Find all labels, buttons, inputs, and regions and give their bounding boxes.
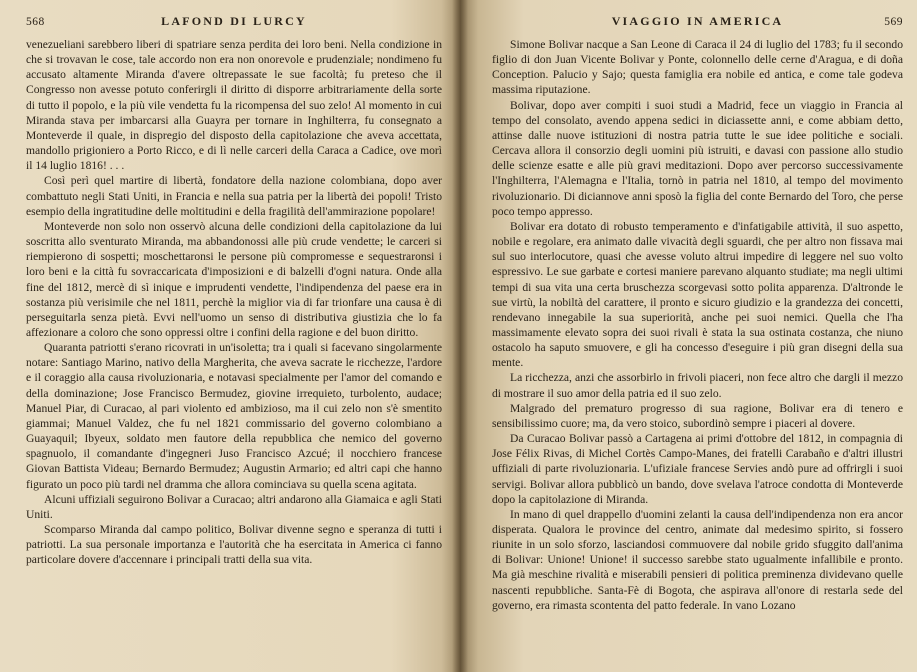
paragraph: Quaranta patriotti s'erano ricovrati in un'isoletta; tra i quali si facevano singolarmente notare: Santiago Marino, nativo della Margherita, che aveva sacrate le ricchezze, l'ardore e il coraggio alla causa rivoluzionaria, e notavasi specialmente per l'amor del comando e della dominazione; Jose Francisco Bermudez, giovine irrequieto, turbolento, audace; Manuel Piar, di Curacao, al pari violento ed ambizioso, ma il cui zelo non s'è smentito giammai; Manuel Valdez, che fu nel 1821 commissario del governo colombiano a Guayaquil; Ibyeux, soldato men fautore della repubblica che nemico del governo spagnuolo, il comandante d'ingegneri Juso Francisco Azcué; il nocchiero francese Giovan Battista Videau; Bernardo Bermudez; Augustin Armario; ed altri capi che hanno figurato un poco più tardi nel dramma che allora cominciava su quella scena agitata. — [26, 341, 442, 491]
paragraph: Scomparso Miranda dal campo politico, Bolivar divenne segno e speranza di tutti i patriotti. La sua personale importanza e l'autorità che ha esercitata in America ci fanno particolare dovere d'accennare i principali tratti della sua vita. — [26, 523, 442, 567]
left-page-header — [26, 14, 442, 29]
paragraph: In mano di quel drappello d'uomini zelanti la causa dell'indipendenza non era ancor disperata. Qualora le province del centro, animate dal medesimo spirito, si fossero riunite in un solo sforzo, lasciandosi commuovere dal nobile grido sfuggito dall'anima di Bolivar: Unione! Unione! il successo sarebbe stato ugualmente infallibile e pronto. Ma già meschine rivalità e miserabili pensieri di politica preminenza dividevano quelle nascenti repubbliche. Santa-Fè di Bogota, che aspirava all'onore di restarla sede del governo, era rimasta scontenta del patto federale. In vano Lozano — [492, 507, 903, 612]
right-page-body — [492, 37, 903, 613]
paragraph: Monteverde non solo non osservò alcuna delle condizioni della capitolazione da lui soscritta allo sventurato Miranda, ma abbandonossi alle più crude vendette; le carceri si riempierono di sospetti; moschettaronsi le persone più compromesse e sequestraronsi i loro beni e la città fu sovraccaricata d'imposizioni e di balzelli d'ogni natura. Onde alla fine del 1812, mercè di sì inique e imprudenti vendette, l'indipendenza del paese era in sostanza più verisimile che nel 1811, perchè la miglior via di far trionfare una causa è di perseguitarla senza pietà. Evvi nell'uomo un senso di distributiva giustizia che lo fa affezionare a coloro che sono oppressi oltre i confini della ragione e del buon diritto. — [26, 219, 442, 339]
paragraph: La ricchezza, anzi che assorbirlo in frivoli piaceri, non fece altro che dargli il mezzo di mostrare il suo amor della patria ed il suo zelo. — [492, 371, 903, 400]
paragraph: Così perì quel martire di libertà, fondatore della nazione colombiana, dopo aver combattuto negli Stati Uniti, in Francia e nella sua patria per la libertà dei popoli! Tristo esempio della ingratitudine delle moltitudini e della fragilità dell'ammirazione popolare! — [26, 174, 442, 218]
right-page-header — [492, 14, 903, 29]
right-page — [460, 0, 917, 672]
right-running-title: VIAGGIO IN AMERICA — [611, 14, 784, 28]
paragraph: Bolivar era dotato di robusto temperamento e d'infatigabile attività, il suo aspetto, nobile e regolare, era animato dalle vivacità degli sguardi, che per altro non fissava mai sul suo interlocutore, quasi che avesse voluto altrui impedire di leggere nel suo volto espressivo. Le sue garbate e cortesi maniere parevano alquanto studiate; ma negli ultimi tempi di sua vita una certa bruschezza scorgevasi sotto polita apparenza. D'altronde le sue virtù, la nobiltà del carattere, il pronto e sicuro giudizio e la grandezza dei concetti, rendevano innegabile la sua superiorità, anche pei suoi nemici. Quella che l'ha massimamente elevato sopra dei suoi rivali è stata la sua ostinata costanza, che niuno ostacolo ha saputo smuovere, e gli ha concesso d'eseguire i più gran disegni della sua mente. — [492, 219, 903, 370]
left-page-body — [26, 37, 442, 567]
paragraph: Simone Bolivar nacque a San Leone di Caraca il 24 di luglio del 1783; fu il secondo figlio di don Juan Vicente Bolivar y Ponte, colonnello delle cerne d'Aragua, e di doña Conception. Palucio y Sajo; questa famiglia era nobile ed antica, e come tale godeva massima riputazione. — [492, 38, 903, 97]
paragraph: Bolivar, dopo aver compiti i suoi studi a Madrid, fece un viaggio in Francia al tempo del consolato, avendo appena sedici in diciassette anni, e come abbiam detto, attinse dalle nuove istituzioni di nostra patria tutte le sue idee politiche e sociali. Cercava allora il consorzio degli uomini più istruiti, e davasi con passione allo studio delle scienze esatte e alle più gravi meditazioni. Dopo aver percorso successivamente l'Inghilterra, l'Alemagna e l'Italia, tornò in patria nel 1810, al tempo del movimento rivoluzionario. Di diciannove anni sposò la figlia del conte Bernardo del Toro, che perse poco tempo appresso. — [492, 98, 903, 218]
left-running-title: LAFOND DI LURCY — [161, 14, 307, 28]
paragraph: Malgrado del prematuro progresso di sua ragione, Bolivar era di tenero e sensibilissimo cuore; ma, da vero stoico, subordinò sempre i piaceri al dovere. — [492, 401, 903, 430]
book-gutter — [452, 0, 468, 672]
right-page-number: 569 — [884, 16, 903, 28]
left-page-number: 568 — [26, 16, 45, 28]
paragraph: Alcuni uffiziali seguirono Bolivar a Curacao; altri andarono alla Giamaica e agli Stati Uniti. — [26, 492, 442, 521]
paragraph: venezueliani sarebbero liberi di spatriare senza perdita dei loro beni. Nella condizione in che si trovavan le cose, tale accordo non era non onorevole e prudenziale; nondimeno fu accusato altamente Miranda d'avere oltrepassate le sue facoltà; fu preteso che il Congresso non avesse potuto conferirgli il diritto di disporre arbitrariamente della sorte di tutto il popolo, e la più vile vendetta fu la ricompensa del suo zelo! Al momento in cui Miranda stava per imbarcarsi alla Guayra per tornare in Inghilterra, fu consegnato a Monteverde il quale, in dispregio del disposto della capitolazione che aveva accettata, mandollo prigioniero a Porto Ricco, e di lì nelle carceri della Caraca a Cadice, ove morì il 14 luglio 1816! . . . — [26, 38, 442, 173]
paragraph: Da Curacao Bolivar passò a Cartagena ai primi d'ottobre del 1812, in compagnia di Jose Félix Rivas, di Michel Cortès Campo-Manes, dei fratelli Carabaño e d'altri illustri uffiziali di parte rivoluzionaria. L'ufiziale francese Servies andò pure ad offrirgli i suoi servigi. Bolivar allora pubblicò un bando, dove svelava l'atroce condotta di Monteverde dopo la capitolazione di Miranda. — [492, 432, 903, 506]
